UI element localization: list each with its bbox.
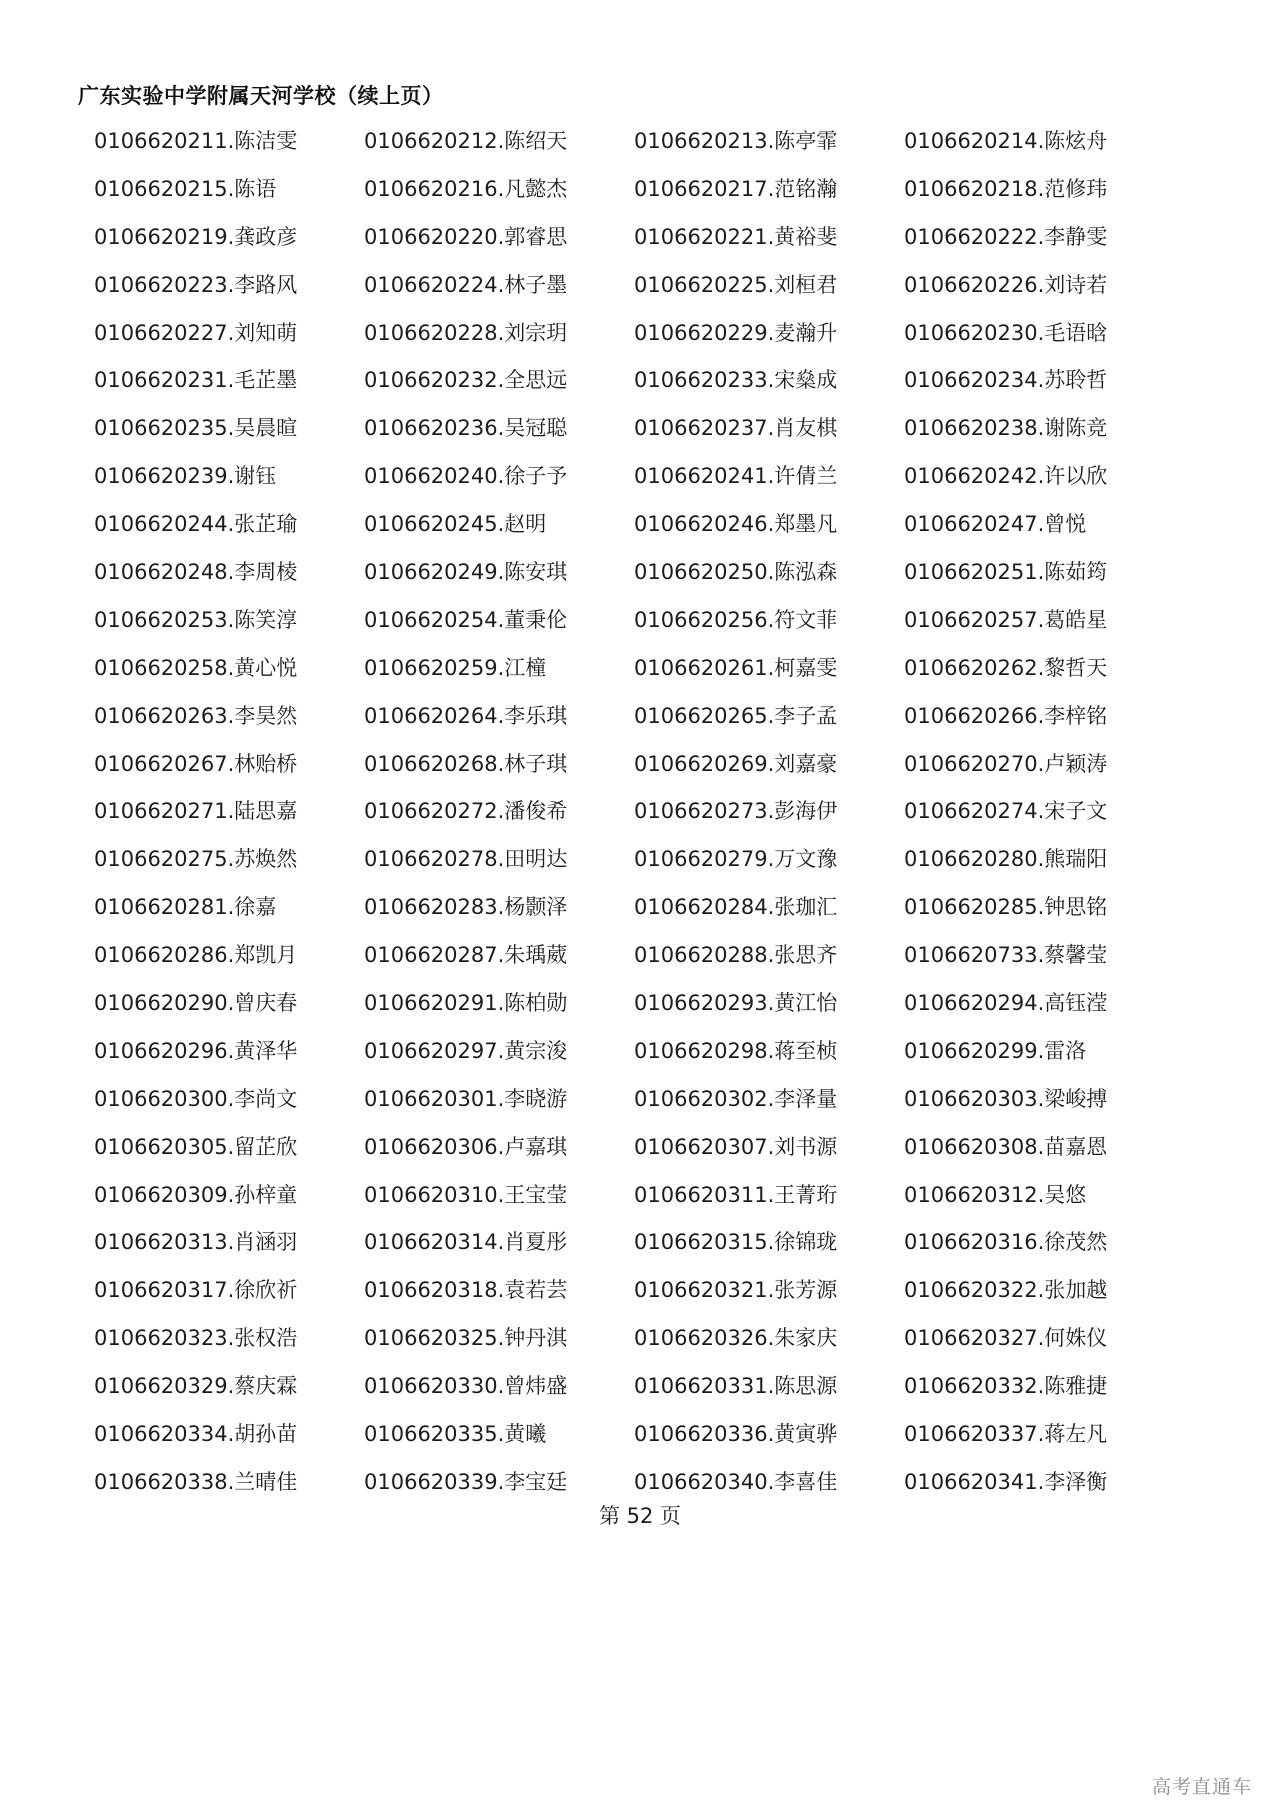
student-entry: 0106620335.黄曦 [364,1422,547,1447]
student-entry: 0106620214.陈炫舟 [904,129,1108,153]
student-entry: 0106620215.陈语 [94,176,277,201]
student-entry: 0106620239.谢钰 [94,464,277,489]
student-entry: 0106620266.李梓铭 [904,703,1108,728]
student-entry: 0106620234.苏聆哲 [904,368,1108,393]
student-entry: 0106620216.凡懿杰 [364,176,568,201]
student-entry: 0106620274.宋子文 [904,799,1108,824]
student-entry: 0106620220.郭睿思 [364,224,568,249]
student-entry: 0106620265.李子孟 [634,703,838,728]
student-entry: 0106620241.许倩兰 [634,464,838,489]
student-entry: 0106620301.李晓游 [364,1086,568,1111]
student-entry: 0106620262.黎哲天 [904,655,1108,680]
student-entry: 0106620232.全思远 [364,368,568,393]
student-entry: 0106620312.吴悠 [904,1182,1087,1207]
student-entry: 0106620228.刘宗玥 [364,320,568,345]
student-entry: 0106620246.郑墨凡 [634,512,838,537]
student-entry: 0106620213.陈亭霏 [634,129,838,153]
student-entry: 0106620253.陈笑淳 [94,607,298,632]
student-list [94,124,1174,1513]
student-entry: 0106620225.刘桓君 [634,272,838,297]
student-entry: 0106620325.钟丹淇 [364,1326,568,1351]
student-entry: 0106620284.张珈汇 [634,895,838,920]
student-entry: 0106620221.黄裕斐 [634,224,838,249]
student-entry: 0106620299.雷洛 [904,1038,1087,1063]
student-entry: 0106620280.熊瑞阳 [904,847,1108,872]
student-entry: 0106620236.吴冠聪 [364,416,568,441]
student-entry: 0106620231.毛芷墨 [94,368,298,393]
student-entry: 0106620261.柯嘉雯 [634,655,838,680]
student-entry: 0106620245.赵明 [364,512,547,537]
student-entry: 0106620291.陈柏勋 [364,991,568,1016]
student-entry: 0106620336.黄寅骅 [634,1422,838,1447]
student-entry: 0106620235.吴晨暄 [94,416,298,441]
student-entry: 0106620267.林贻桥 [94,751,298,776]
student-entry: 0106620293.黄江怡 [634,991,838,1016]
student-entry: 0106620211.陈洁雯 [94,129,298,153]
student-entry: 0106620314.肖夏彤 [364,1230,568,1255]
student-entry: 0106620331.陈思源 [634,1374,838,1399]
student-entry: 0106620212.陈绍天 [364,129,568,153]
student-entry: 0106620303.梁峻搏 [904,1086,1108,1111]
student-entry: 0106620271.陆思嘉 [94,799,298,824]
student-entry: 0106620257.葛皓星 [904,607,1108,632]
student-entry: 0106620283.杨颢泽 [364,895,568,920]
student-entry: 0106620306.卢嘉琪 [364,1134,568,1159]
student-entry: 0106620300.李尚文 [94,1086,298,1111]
student-entry: 0106620321.张芳源 [634,1278,838,1303]
student-entry: 0106620269.刘嘉豪 [634,751,838,776]
student-entry: 0106620334.胡孙苗 [94,1422,298,1447]
student-entry: 0106620285.钟思铭 [904,895,1108,920]
student-entry: 0106620323.张权浩 [94,1326,298,1351]
student-entry: 0106620297.黄宗浚 [364,1038,568,1063]
student-entry: 0106620264.李乐琪 [364,703,568,728]
student-entry: 0106620273.彭海伊 [634,799,838,824]
watermark: 高考直通车 [1151,1776,1252,1798]
student-entry: 0106620230.毛语晗 [904,320,1108,345]
student-entry: 0106620254.董秉伦 [364,607,568,632]
student-entry: 0106620223.李路风 [94,272,298,297]
student-entry: 0106620249.陈安琪 [364,560,568,585]
student-entry: 0106620316.徐茂然 [904,1230,1108,1255]
student-entry: 0106620219.龚政彦 [94,224,298,249]
student-entry: 0106620218.范修玮 [904,176,1108,201]
student-entry: 0106620318.袁若芸 [364,1278,568,1303]
student-entry: 0106620229.麦瀚升 [634,320,838,345]
student-entry: 0106620233.宋燊成 [634,368,838,393]
student-entry: 0106620313.肖涵羽 [94,1230,298,1255]
student-entry: 0106620258.黄心悦 [94,655,298,680]
student-entry: 0106620217.范铭瀚 [634,176,838,201]
student-entry: 0106620322.张加越 [904,1278,1108,1303]
student-entry: 0106620222.李静雯 [904,224,1108,249]
student-entry: 0106620250.陈泓森 [634,560,838,585]
student-entry: 0106620281.徐嘉 [94,895,277,920]
student-entry: 0106620251.陈茹筠 [904,560,1108,585]
student-entry: 0106620242.许以欣 [904,464,1108,489]
student-entry: 0106620279.万文豫 [634,847,838,872]
student-entry: 0106620247.曾悦 [904,512,1087,537]
student-entry: 0106620272.潘俊希 [364,799,568,824]
school-heading: 广东实验中学附属天河学校（续上页） [78,84,444,108]
student-entry: 0106620268.林子琪 [364,751,568,776]
student-entry: 0106620278.田明达 [364,847,568,872]
student-entry: 0106620259.江橦 [364,655,547,680]
student-entry: 0106620329.蔡庆霖 [94,1374,298,1399]
student-entry: 0106620288.张思齐 [634,943,838,968]
student-entry: 0106620340.李喜佳 [634,1469,838,1494]
student-entry: 0106620302.李泽量 [634,1086,838,1111]
student-entry: 0106620326.朱家庆 [634,1326,838,1351]
student-entry: 0106620270.卢颖涛 [904,751,1108,776]
student-entry: 0106620248.李周棱 [94,560,298,585]
student-entry: 0106620317.徐欣祈 [94,1278,298,1303]
student-entry: 0106620290.曾庆春 [94,991,298,1016]
student-entry: 0106620275.苏焕然 [94,847,298,872]
student-entry: 0106620256.符文菲 [634,607,838,632]
student-entry: 0106620338.兰晴佳 [94,1469,298,1494]
student-entry: 0106620298.蒋至桢 [634,1038,838,1063]
student-entry: 0106620263.李昊然 [94,703,298,728]
student-entry: 0106620311.王菁珩 [634,1182,838,1207]
student-entry: 0106620224.林子墨 [364,272,568,297]
student-entry: 0106620286.郑凯月 [94,943,298,968]
page-number: 第 52 页 [598,1504,682,1528]
student-entry: 0106620287.朱瑀葳 [364,943,568,968]
student-entry: 0106620315.徐锦珑 [634,1230,838,1255]
student-entry: 0106620341.李泽衡 [904,1469,1108,1494]
student-entry: 0106620244.张芷瑜 [94,512,298,537]
student-entry: 0106620339.李宝廷 [364,1469,568,1494]
student-entry: 0106620237.肖友棋 [634,416,838,441]
student-entry: 0106620330.曾炜盛 [364,1374,568,1399]
student-entry: 0106620307.刘书源 [634,1134,838,1159]
student-entry: 0106620227.刘知萌 [94,320,298,345]
student-entry: 0106620240.徐子予 [364,464,568,489]
student-entry: 0106620310.王宝莹 [364,1182,568,1207]
student-entry: 0106620332.陈雅捷 [904,1374,1108,1399]
student-entry: 0106620294.高钰滢 [904,991,1108,1016]
student-entry: 0106620305.留芷欣 [94,1134,298,1159]
student-entry: 0106620327.何姝仪 [904,1326,1108,1351]
student-entry: 0106620308.苗嘉恩 [904,1134,1108,1159]
student-entry: 0106620309.孙梓童 [94,1182,298,1207]
student-entry: 0106620238.谢陈竞 [904,416,1108,441]
student-entry: 0106620226.刘诗若 [904,272,1108,297]
student-entry: 0106620337.蒋左凡 [904,1422,1108,1447]
student-entry: 0106620733.蔡馨莹 [904,943,1108,968]
student-entry: 0106620296.黄泽华 [94,1038,298,1063]
